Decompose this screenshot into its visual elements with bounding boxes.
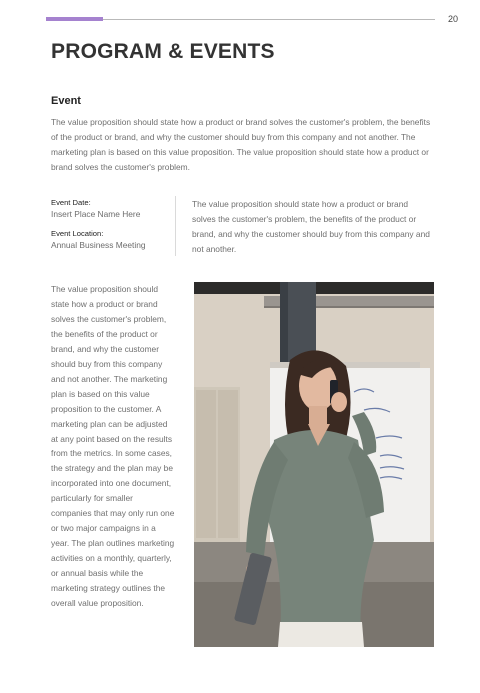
page-number: 20 xyxy=(448,14,459,24)
event-location-label: Event Location: xyxy=(51,229,104,238)
event-location-value: Annual Business Meeting xyxy=(51,240,146,250)
event-date-label: Event Date: xyxy=(51,198,91,207)
intro-paragraph: The value proposition should state how a product or brand solves the customer's problem, the benefits of the product or brand, and why the customer should buy from this company and not another. The marketing plan is based on this value proposition. The value proposition should state how a product or brand solves the customer's problem. xyxy=(51,117,431,172)
details-divider xyxy=(175,196,176,256)
section-heading: Event xyxy=(51,95,81,107)
left-column-paragraph: The value proposition should state how a product or brand solves the customer's problem, the benefits of the product or brand, and why the customer should buy from this company and not another. The marketing plan is based on this value proposition to the customer. A marketing plan can be adjusted at any point based on the results from the metrics. In some cases, the strategy and the plan may be incorporated into one document, particularly for smaller companies that may only run one or two major campaigns in a year. The plan outlines marketing activities on a monthly, quarterly, or annual basis while the marketing strategy outlines the overall value proposition. xyxy=(51,284,175,609)
page-title: PROGRAM & EVENTS xyxy=(51,40,275,63)
header-accent-bar xyxy=(46,17,103,21)
photo-woman-on-phone xyxy=(194,282,434,647)
event-details xyxy=(51,198,171,260)
event-date-value: Insert Place Name Here xyxy=(51,209,141,219)
side-paragraph: The value proposition should state how a product or brand solves the customer's problem, the benefits of the product or brand, and why the customer should buy from this company and not another. xyxy=(192,199,430,254)
header-rule xyxy=(46,19,435,20)
